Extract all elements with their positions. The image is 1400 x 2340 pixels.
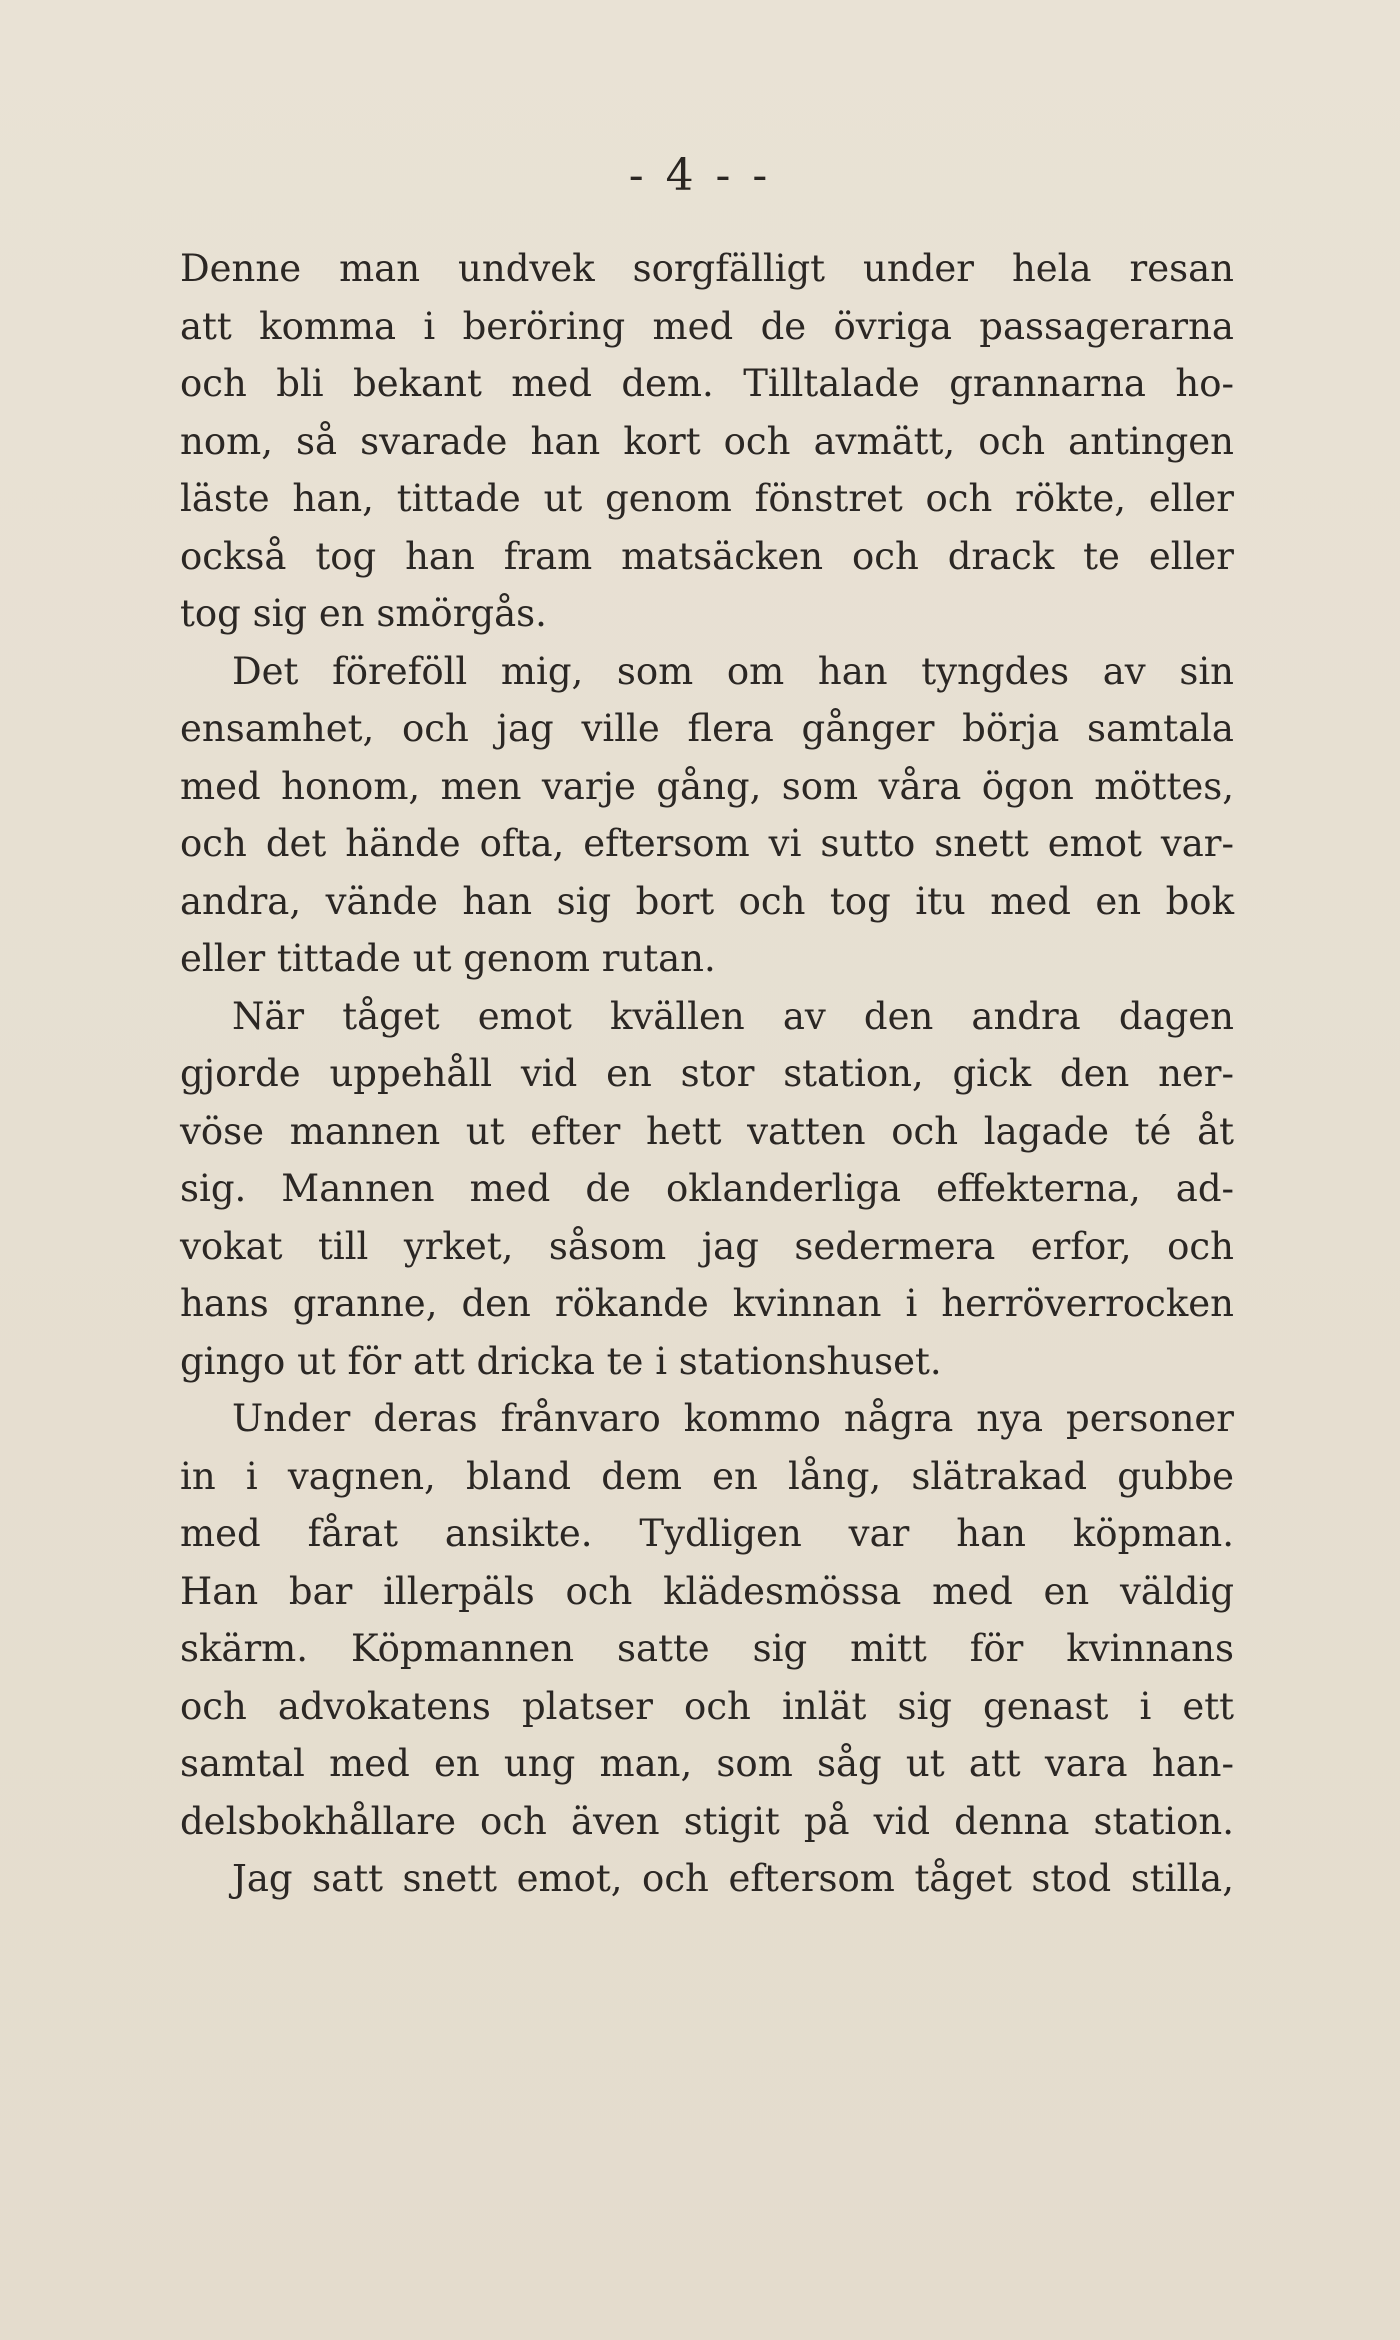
text-line: Det föreföll mig, som om han tyngdes av sin: [232, 649, 1234, 693]
text-line: nom, så svarade han kort och avmätt, och antingen: [180, 419, 1234, 463]
text-line: med honom, men varje gång, som våra ögon möttes,: [180, 764, 1234, 808]
text-line: samtal med en ung man, som såg ut att vara han-: [180, 1742, 1234, 1785]
text-line: tog sig en smörgås.: [180, 592, 547, 635]
text-line: delsbokhållare och även stigit på vid denna station.: [180, 1799, 1234, 1843]
text-line: och bli bekant med dem. Tilltalade grannarna ho-: [180, 362, 1234, 405]
page-number: - 4 - -: [628, 150, 772, 201]
text-line: vokat till yrket, såsom jag sedermera erfor, och: [180, 1224, 1234, 1268]
text-line: Under deras frånvaro kommo några nya personer: [232, 1397, 1234, 1440]
text-line: Denne man undvek sorgfälligt under hela resan: [180, 247, 1234, 290]
text-line: sig. Mannen med de oklanderliga effekterna, ad-: [180, 1167, 1234, 1210]
text-line: Jag satt snett emot, och eftersom tåget stod stilla,: [232, 1857, 1234, 1900]
text-line: När tåget emot kvällen av den andra dagen: [232, 994, 1234, 1038]
text-line: att komma i beröring med de övriga passagerarna: [180, 304, 1234, 348]
text-line: och advokatens platser och inlät sig genast i ett: [180, 1684, 1234, 1728]
text-line: vöse mannen ut efter hett vatten och lagade té åt: [180, 1109, 1234, 1153]
text-line: läste han, tittade ut genom fönstret och rökte, eller: [180, 477, 1234, 520]
text-line: Han bar illerpäls och klädesmössa med en väldig: [180, 1569, 1234, 1613]
text-line: skärm. Köpmannen satte sig mitt för kvinnans: [180, 1627, 1234, 1670]
body-text: [180, 240, 1234, 1908]
text-line: också tog han fram matsäcken och drack te eller: [180, 534, 1234, 578]
text-line: gingo ut för att dricka te i stationshuset.: [180, 1339, 942, 1383]
text-line: hans granne, den rökande kvinnan i herröverrocken: [180, 1282, 1234, 1325]
text-line: andra, vände han sig bort och tog itu med en bok: [180, 879, 1234, 923]
text-line: in i vagnen, bland dem en lång, slätrakad gubbe: [180, 1454, 1234, 1498]
text-line: med fårat ansikte. Tydligen var han köpman.: [180, 1512, 1234, 1555]
text-line: och det hände ofta, eftersom vi sutto snett emot var-: [180, 822, 1234, 865]
text-line: ensamhet, och jag ville flera gånger börja samtala: [180, 707, 1234, 750]
text-line: gjorde uppehåll vid en stor station, gick den ner-: [180, 1052, 1234, 1095]
text-line: eller tittade ut genom rutan.: [180, 937, 716, 980]
